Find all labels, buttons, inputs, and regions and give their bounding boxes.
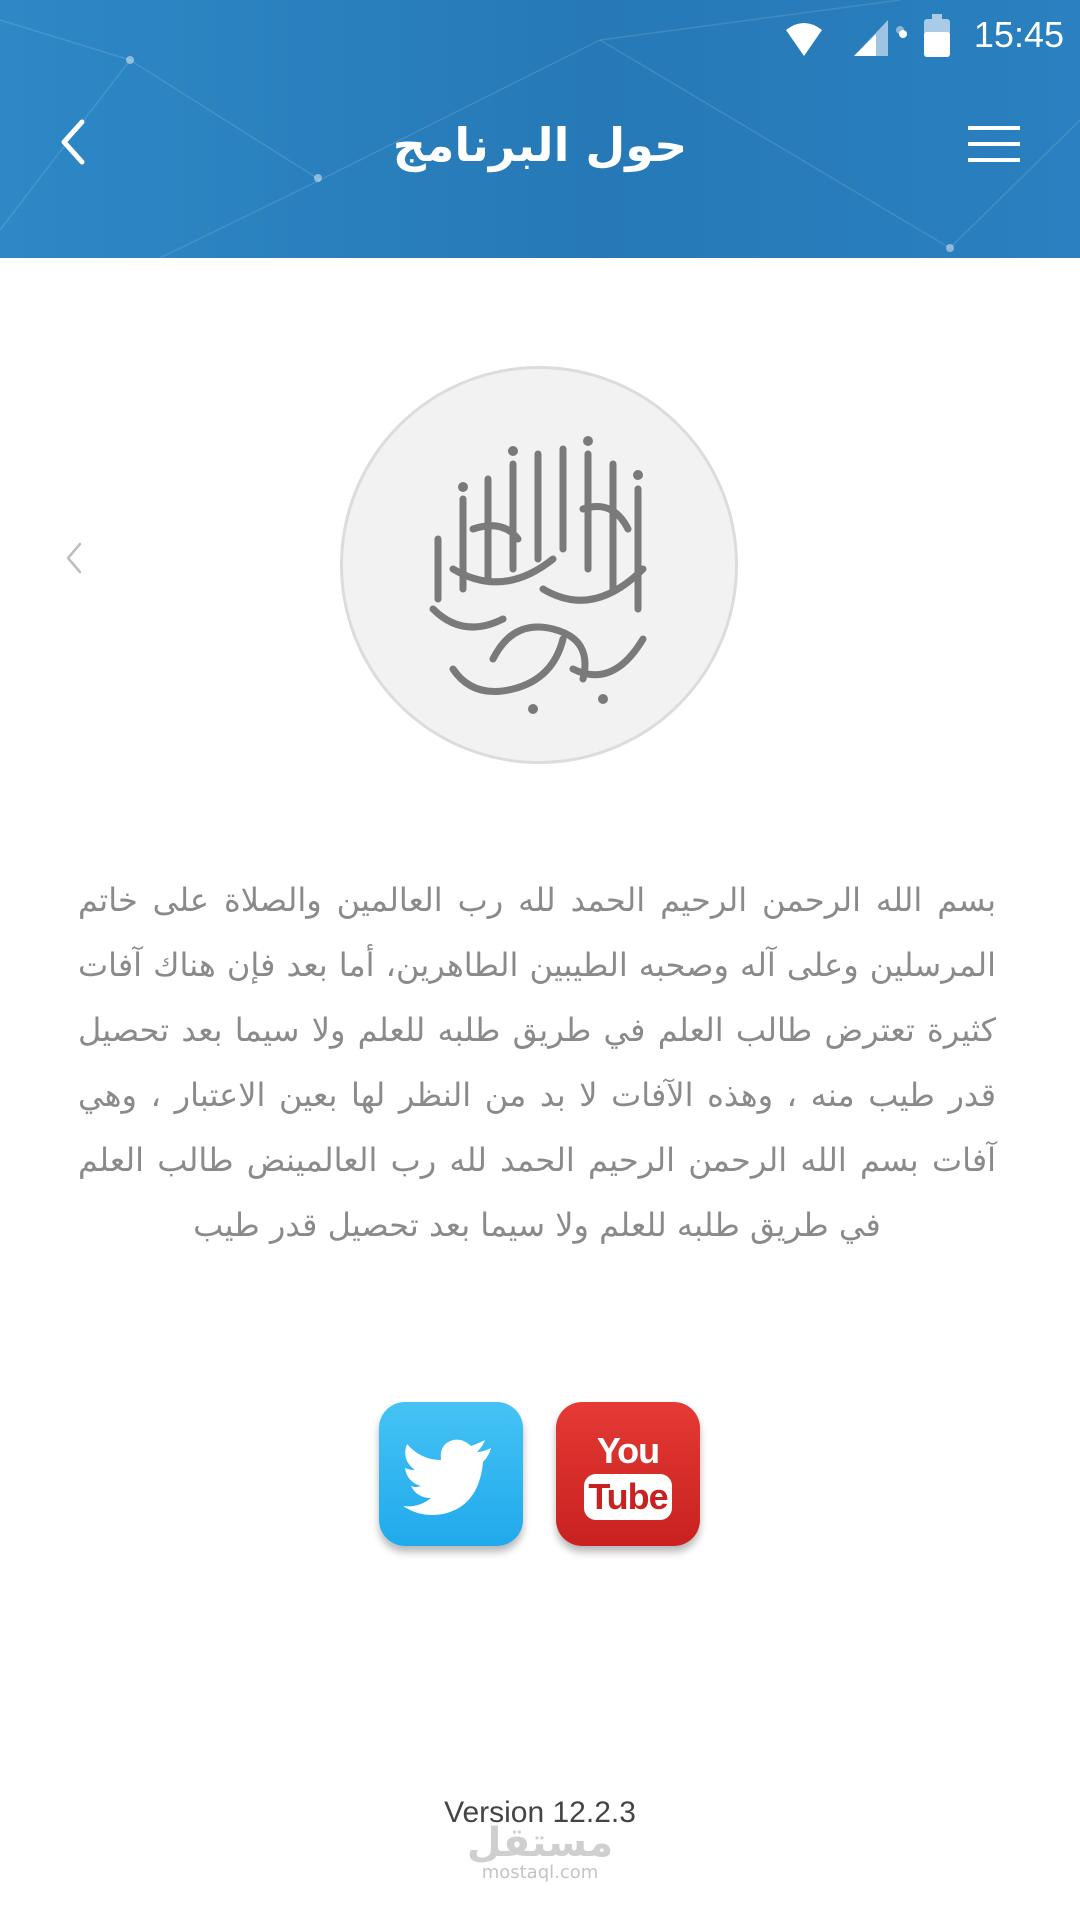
battery-icon bbox=[924, 14, 950, 58]
status-bar bbox=[0, 0, 1080, 80]
carousel-prev-icon[interactable] bbox=[62, 540, 86, 576]
app-header bbox=[0, 0, 1080, 258]
twitter-icon bbox=[379, 1402, 523, 1546]
calligraphy-emblem-icon bbox=[343, 369, 735, 761]
about-description: بسم الله الرحمن الرحيم الحمد لله رب العالمين والصلاة على خاتم المرسلين وعلى آله وصحبه الطيبين الطاهرين، أما بعد فإن هناك آفات كثيرة تعترض طالب العلم في طريق طلبه للعلم ولا سيما بعد تحصيل قدر طيب منه ، وهذه الآفات لا بد من النظر لها بعين الاعتبار ، وهي آفات بسم الله الرحمن الرحيم الحمد لله رب العالمينض طالب العلم في طريق طلبه للعلم ولا سيما بعد تحصيل قدر طيب bbox=[78, 881, 996, 1244]
status-time: 15:45 bbox=[973, 14, 1064, 55]
watermark-logo: مستقل bbox=[466, 1820, 614, 1866]
youtube-button[interactable] bbox=[556, 1402, 700, 1546]
signal-icon bbox=[852, 18, 890, 58]
wifi-icon bbox=[784, 18, 824, 58]
youtube-icon bbox=[584, 1474, 672, 1520]
hamburger-menu-icon[interactable] bbox=[966, 120, 1022, 168]
watermark-url: mostaql.com bbox=[481, 1862, 599, 1883]
page-title: حول البرنامج bbox=[392, 118, 688, 172]
twitter-button[interactable] bbox=[379, 1402, 523, 1546]
youtube-you-label: You bbox=[596, 1430, 660, 1471]
youtube-tube-label: Tube bbox=[588, 1476, 668, 1517]
status-dot-icon bbox=[898, 18, 908, 58]
calligraphy-logo bbox=[340, 366, 738, 764]
app-version: Version 12.2.3 bbox=[444, 1796, 636, 1829]
